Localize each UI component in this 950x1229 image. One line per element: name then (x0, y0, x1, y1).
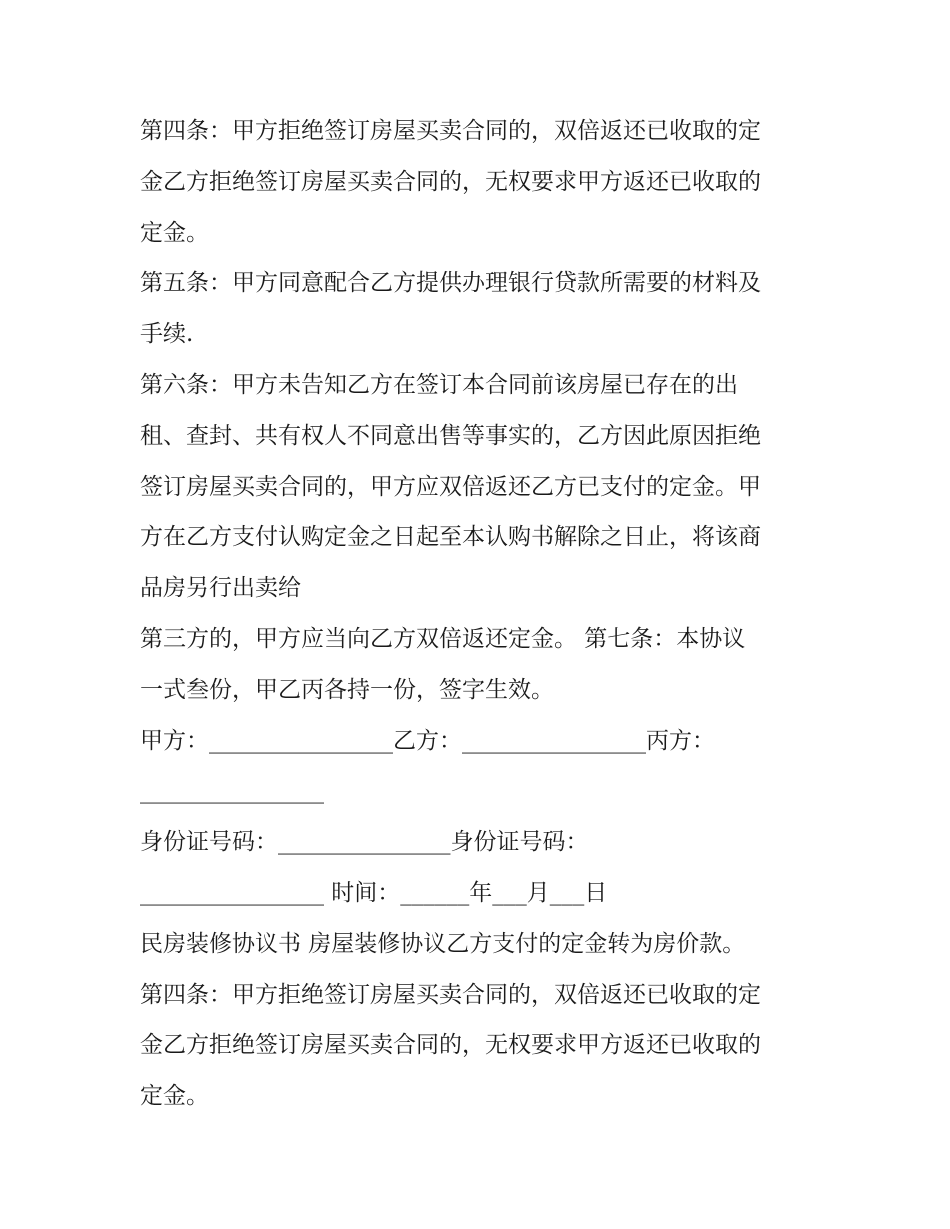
text-line: 民房装修协议书 房屋装修协议乙方支付的定金转为房价款。 (140, 930, 746, 957)
text-line: 一式叁份，甲乙丙各持一份，签字生效。 (140, 676, 554, 703)
text-line: 品房另行出卖给 (140, 575, 301, 602)
id-number-line: 身份证号码：_______________身份证号码： (140, 829, 589, 856)
signature-line-parties: 甲方：________________乙方：________________丙方： (140, 727, 715, 754)
document-body (140, 106, 820, 1122)
text-line: 第四条：甲方拒绝签订房屋买卖合同的，双倍返还已收取的定 (140, 981, 761, 1008)
text-line: 定金。 (140, 1083, 209, 1110)
text-line: 签订房屋买卖合同的，甲方应双倍返还乙方已支付的定金。甲 (140, 473, 761, 500)
text-line: 方在乙方支付认购定金之日起至本认购书解除之日止，将该商 (140, 524, 761, 551)
text-line: 定金。 (140, 219, 209, 246)
text-line: 租、查封、共有权人不同意出售等事实的，乙方因此原因拒绝 (140, 422, 761, 449)
text-line: 手续. (140, 321, 194, 348)
text-line: 金乙方拒绝签订房屋买卖合同的，无权要求甲方返还已收取的 (140, 1032, 761, 1059)
text-line: 第四条：甲方拒绝签订房屋买卖合同的，双倍返还已收取的定 (140, 118, 761, 144)
text-line: 金乙方拒绝签订房屋买卖合同的，无权要求甲方返还已收取的 (140, 168, 761, 195)
signature-line-party-c: ________________ (140, 778, 324, 805)
date-line: ________________ 时间：______年___月___日 (140, 879, 608, 906)
text-line: 第六条：甲方未告知乙方在签订本合同前该房屋已存在的出 (140, 371, 738, 398)
text-line: 第三方的，甲方应当向乙方双倍返还定金。 第七条：本协议 (140, 625, 746, 652)
text-line: 第五条：甲方同意配合乙方提供办理银行贷款所需要的材料及 (140, 270, 761, 297)
